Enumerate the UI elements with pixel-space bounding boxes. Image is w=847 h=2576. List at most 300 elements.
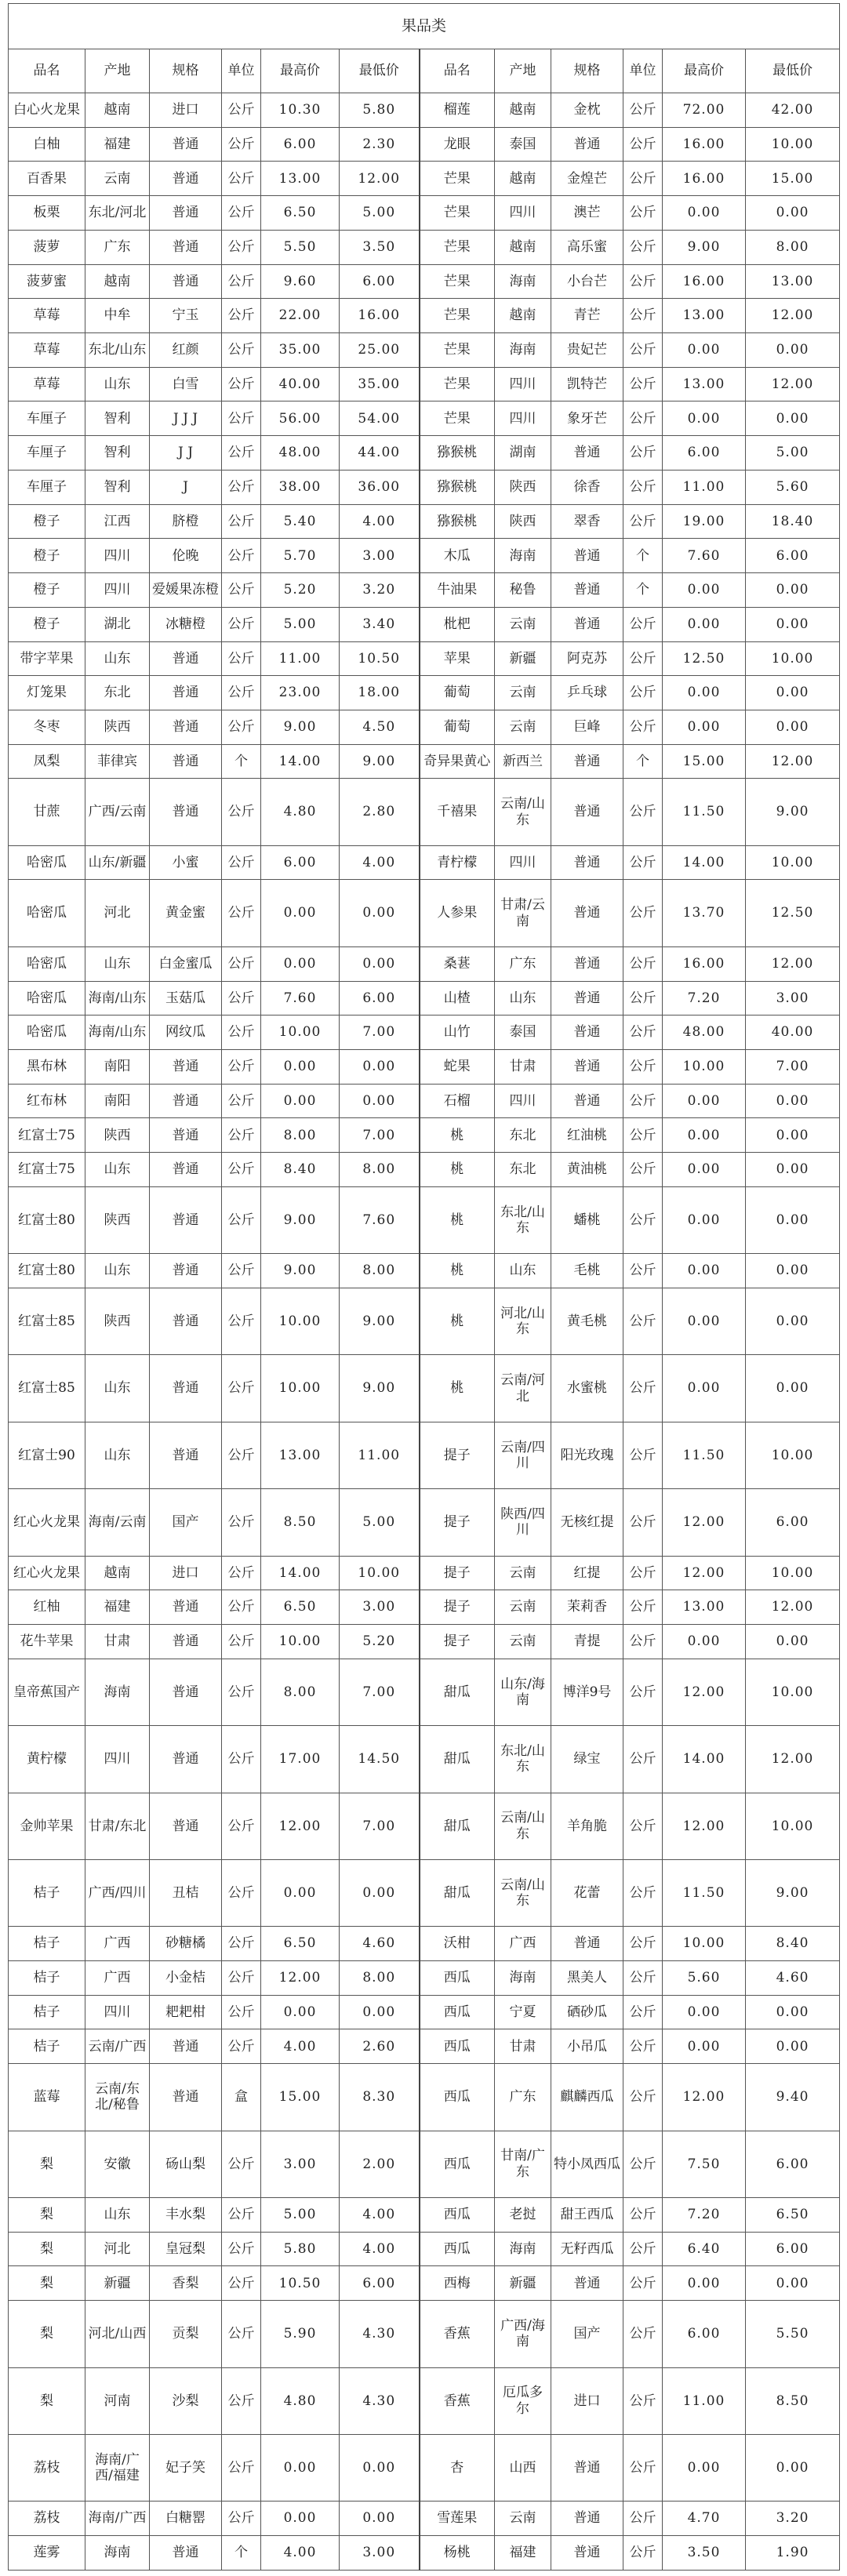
cell-name-2: 西瓜 xyxy=(420,2029,495,2064)
cell-max-price-2: 13.70 xyxy=(663,880,746,946)
cell-unit: 公斤 xyxy=(222,264,261,299)
cell-unit: 公斤 xyxy=(222,1118,261,1153)
cell-unit: 公斤 xyxy=(222,1186,261,1253)
table-row xyxy=(9,367,840,401)
cell-unit-2: 个 xyxy=(623,744,663,779)
cell-max-price: 38.00 xyxy=(261,470,340,504)
price-sheet xyxy=(8,3,839,2571)
cell-spec: J J xyxy=(150,436,222,471)
table-row xyxy=(9,2367,840,2434)
cell-max-price: 0.00 xyxy=(261,1995,340,2029)
cell-name: 红柚 xyxy=(9,1590,85,1625)
cell-origin-2: 山西 xyxy=(495,2434,551,2501)
cell-unit: 公斤 xyxy=(222,1625,261,1659)
cell-origin-2: 广西/海南 xyxy=(495,2301,551,2367)
cell-max-price: 10.30 xyxy=(261,93,340,128)
fruit-price-table xyxy=(8,3,840,2571)
cell-min-price-2: 10.00 xyxy=(746,1659,840,1725)
cell-origin: 智利 xyxy=(85,436,150,471)
cell-max-price: 5.20 xyxy=(261,573,340,608)
cell-origin: 广西 xyxy=(85,1927,150,1961)
cell-name: 黑布林 xyxy=(9,1050,85,1085)
cell-spec: 玉菇瓜 xyxy=(150,981,222,1016)
cell-name-2: 芒果 xyxy=(420,264,495,299)
cell-min-price: 4.30 xyxy=(340,2367,420,2434)
cell-spec: 普通 xyxy=(150,1793,222,1859)
cell-max-price-2: 11.50 xyxy=(663,1859,746,1926)
cell-name-2: 芒果 xyxy=(420,333,495,368)
cell-max-price: 3.00 xyxy=(261,2131,340,2197)
cell-unit: 公斤 xyxy=(222,1254,261,1288)
cell-unit-2: 公斤 xyxy=(623,504,663,539)
cell-spec-2: 巨峰 xyxy=(551,710,623,744)
cell-spec-2: 青提 xyxy=(551,1625,623,1659)
table-row xyxy=(9,1355,840,1422)
cell-max-price-2: 7.20 xyxy=(663,981,746,1016)
cell-min-price: 54.00 xyxy=(340,401,420,436)
cell-min-price: 3.20 xyxy=(340,573,420,608)
cell-max-price: 9.00 xyxy=(261,1254,340,1288)
cell-min-price-2: 10.00 xyxy=(746,1422,840,1488)
cell-origin: 陕西 xyxy=(85,1118,150,1153)
cell-origin-2: 陕西 xyxy=(495,470,551,504)
cell-min-price: 6.00 xyxy=(340,264,420,299)
cell-spec: 爱媛果冻橙 xyxy=(150,573,222,608)
cell-name: 蓝莓 xyxy=(9,2064,85,2131)
cell-origin: 海南/广西 xyxy=(85,2502,150,2536)
table-row xyxy=(9,1556,840,1590)
cell-origin-2: 越南 xyxy=(495,230,551,264)
table-row xyxy=(9,946,840,981)
cell-origin-2: 云南/河北 xyxy=(495,1355,551,1422)
header-row xyxy=(9,49,840,93)
cell-spec: J xyxy=(150,470,222,504)
cell-origin: 海南/山东 xyxy=(85,1016,150,1050)
cell-min-price-2: 0.00 xyxy=(746,196,840,231)
cell-origin: 山东 xyxy=(85,367,150,401)
cell-max-price-2: 9.00 xyxy=(663,230,746,264)
cell-min-price-2: 15.00 xyxy=(746,162,840,196)
cell-spec-2: 普通 xyxy=(551,744,623,779)
cell-unit-2: 公斤 xyxy=(623,1961,663,1996)
cell-min-price: 0.00 xyxy=(340,1995,420,2029)
cell-max-price-2: 13.00 xyxy=(663,367,746,401)
table-row xyxy=(9,1590,840,1625)
cell-origin: 广西 xyxy=(85,1961,150,1996)
cell-unit-2: 公斤 xyxy=(623,401,663,436)
cell-min-price: 3.00 xyxy=(340,1590,420,1625)
table-row xyxy=(9,2434,840,2501)
cell-spec-2: 国产 xyxy=(551,2301,623,2367)
cell-unit-2: 公斤 xyxy=(623,607,663,641)
cell-name: 车厘子 xyxy=(9,436,85,471)
cell-max-price: 9.00 xyxy=(261,710,340,744)
cell-origin: 越南 xyxy=(85,264,150,299)
table-row xyxy=(9,1186,840,1253)
cell-unit-2: 公斤 xyxy=(623,162,663,196)
cell-max-price: 11.00 xyxy=(261,641,340,676)
cell-spec: 砂糖橘 xyxy=(150,1927,222,1961)
cell-min-price-2: 13.00 xyxy=(746,264,840,299)
cell-unit: 公斤 xyxy=(222,1084,261,1118)
cell-name: 红布林 xyxy=(9,1084,85,1118)
cell-spec: 妃子笑 xyxy=(150,2434,222,2501)
cell-origin-2: 新疆 xyxy=(495,2266,551,2301)
cell-min-price: 2.60 xyxy=(340,2029,420,2064)
cell-name-2: 甜瓜 xyxy=(420,1793,495,1859)
cell-origin-2: 泰国 xyxy=(495,1016,551,1050)
cell-name-2: 提子 xyxy=(420,1489,495,1556)
cell-max-price: 9.60 xyxy=(261,264,340,299)
cell-unit: 公斤 xyxy=(222,2434,261,2501)
cell-unit-2: 公斤 xyxy=(623,470,663,504)
cell-spec: 进口 xyxy=(150,93,222,128)
cell-name: 红富士80 xyxy=(9,1186,85,1253)
cell-spec-2: 无核红提 xyxy=(551,1489,623,1556)
cell-unit-2: 公斤 xyxy=(623,1016,663,1050)
cell-unit: 公斤 xyxy=(222,1659,261,1725)
cell-name-2: 西瓜 xyxy=(420,2131,495,2197)
cell-min-price: 4.00 xyxy=(340,845,420,880)
cell-spec: 白糖罂 xyxy=(150,2502,222,2536)
cell-name: 哈密瓜 xyxy=(9,981,85,1016)
table-row xyxy=(9,93,840,128)
cell-name: 红心火龙果 xyxy=(9,1489,85,1556)
cell-name: 梨 xyxy=(9,2232,85,2266)
cell-unit: 公斤 xyxy=(222,1793,261,1859)
cell-origin: 山东 xyxy=(85,1254,150,1288)
cell-min-price: 0.00 xyxy=(340,2502,420,2536)
cell-min-price-2: 5.50 xyxy=(746,2301,840,2367)
cell-spec-2: 阳光玫瑰 xyxy=(551,1422,623,1488)
cell-spec-2: 水蜜桃 xyxy=(551,1355,623,1422)
cell-min-price-2: 18.40 xyxy=(746,504,840,539)
cell-spec-2: 进口 xyxy=(551,2367,623,2434)
cell-unit: 公斤 xyxy=(222,1927,261,1961)
cell-min-price: 2.80 xyxy=(340,779,420,845)
cell-max-price: 6.50 xyxy=(261,196,340,231)
cell-min-price: 5.00 xyxy=(340,196,420,231)
cell-unit-2: 公斤 xyxy=(623,367,663,401)
col-header-min-price: 最低价 xyxy=(340,49,420,93)
cell-min-price-2: 0.00 xyxy=(746,2029,840,2064)
cell-unit: 公斤 xyxy=(222,573,261,608)
cell-min-price-2: 5.00 xyxy=(746,436,840,471)
cell-origin-2: 云南/山东 xyxy=(495,1859,551,1926)
cell-name: 梨 xyxy=(9,2266,85,2301)
cell-min-price: 6.00 xyxy=(340,2266,420,2301)
table-row xyxy=(9,607,840,641)
cell-min-price-2: 0.00 xyxy=(746,1084,840,1118)
cell-max-price-2: 12.00 xyxy=(663,1659,746,1725)
cell-min-price: 9.00 xyxy=(340,1288,420,1355)
cell-origin: 福建 xyxy=(85,1590,150,1625)
cell-origin-2: 甘肃 xyxy=(495,2029,551,2064)
cell-unit-2: 公斤 xyxy=(623,2232,663,2266)
table-row xyxy=(9,401,840,436)
cell-name: 草莓 xyxy=(9,333,85,368)
cell-name-2: 西瓜 xyxy=(420,2064,495,2131)
cell-name-2: 龙眼 xyxy=(420,127,495,162)
cell-origin-2: 四川 xyxy=(495,401,551,436)
cell-name-2: 甜瓜 xyxy=(420,1859,495,1926)
table-row xyxy=(9,264,840,299)
cell-name-2: 桃 xyxy=(420,1288,495,1355)
table-row xyxy=(9,333,840,368)
cell-spec: 普通 xyxy=(150,1590,222,1625)
cell-min-price: 3.50 xyxy=(340,230,420,264)
cell-unit-2: 公斤 xyxy=(623,1489,663,1556)
cell-max-price: 0.00 xyxy=(261,1859,340,1926)
cell-max-price-2: 0.00 xyxy=(663,2266,746,2301)
cell-spec: 普通 xyxy=(150,676,222,710)
cell-max-price: 8.50 xyxy=(261,1489,340,1556)
cell-name: 红富士75 xyxy=(9,1153,85,1187)
cell-unit-2: 公斤 xyxy=(623,264,663,299)
cell-name: 带字苹果 xyxy=(9,641,85,676)
cell-spec-2: 乒乓球 xyxy=(551,676,623,710)
cell-unit: 公斤 xyxy=(222,2029,261,2064)
cell-min-price-2: 0.00 xyxy=(746,1995,840,2029)
cell-origin-2: 东北 xyxy=(495,1153,551,1187)
cell-min-price-2: 0.00 xyxy=(746,1625,840,1659)
table-title: 果品类 xyxy=(9,4,840,49)
cell-spec-2: 小吊瓜 xyxy=(551,2029,623,2064)
cell-spec: 普通 xyxy=(150,1254,222,1288)
cell-max-price: 6.50 xyxy=(261,1927,340,1961)
cell-origin: 云南 xyxy=(85,162,150,196)
cell-unit: 公斤 xyxy=(222,1859,261,1926)
cell-max-price: 5.40 xyxy=(261,504,340,539)
cell-unit-2: 公斤 xyxy=(623,1625,663,1659)
table-row xyxy=(9,880,840,946)
cell-origin: 河北/山西 xyxy=(85,2301,150,2367)
cell-origin: 广西/四川 xyxy=(85,1859,150,1926)
cell-min-price-2: 0.00 xyxy=(746,401,840,436)
cell-origin: 四川 xyxy=(85,573,150,608)
cell-spec: 普通 xyxy=(150,230,222,264)
cell-min-price: 3.40 xyxy=(340,607,420,641)
cell-max-price-2: 0.00 xyxy=(663,710,746,744)
cell-min-price-2: 0.00 xyxy=(746,2434,840,2501)
cell-max-price: 10.00 xyxy=(261,1625,340,1659)
cell-origin-2: 海南 xyxy=(495,2232,551,2266)
cell-min-price-2: 12.00 xyxy=(746,1726,840,1793)
cell-origin: 河北 xyxy=(85,880,150,946)
cell-name: 红富士85 xyxy=(9,1288,85,1355)
cell-origin: 南阳 xyxy=(85,1050,150,1085)
cell-name-2: 西瓜 xyxy=(420,1961,495,1996)
cell-origin-2: 海南 xyxy=(495,333,551,368)
cell-spec-2: 蟠桃 xyxy=(551,1186,623,1253)
cell-name: 橙子 xyxy=(9,607,85,641)
cell-spec-2: 普通 xyxy=(551,1927,623,1961)
cell-min-price-2: 6.00 xyxy=(746,539,840,573)
cell-spec: 普通 xyxy=(150,1355,222,1422)
cell-min-price-2: 9.00 xyxy=(746,779,840,845)
cell-min-price: 0.00 xyxy=(340,880,420,946)
cell-spec: 普通 xyxy=(150,1659,222,1725)
cell-origin: 陕西 xyxy=(85,1186,150,1253)
cell-max-price: 8.00 xyxy=(261,1659,340,1725)
cell-max-price-2: 11.00 xyxy=(663,470,746,504)
cell-unit-2: 公斤 xyxy=(623,2266,663,2301)
cell-name: 桔子 xyxy=(9,2029,85,2064)
cell-min-price-2: 6.00 xyxy=(746,1489,840,1556)
cell-max-price-2: 0.00 xyxy=(663,1084,746,1118)
cell-unit-2: 公斤 xyxy=(623,333,663,368)
cell-max-price-2: 6.40 xyxy=(663,2232,746,2266)
cell-max-price: 5.90 xyxy=(261,2301,340,2367)
cell-spec: 普通 xyxy=(150,1153,222,1187)
cell-origin-2: 海南 xyxy=(495,1961,551,1996)
cell-max-price: 0.00 xyxy=(261,2502,340,2536)
table-row xyxy=(9,539,840,573)
cell-min-price-2: 0.00 xyxy=(746,1355,840,1422)
cell-name-2: 奇异果黄心 xyxy=(420,744,495,779)
cell-unit-2: 公斤 xyxy=(623,2131,663,2197)
cell-origin-2: 东北 xyxy=(495,1118,551,1153)
table-row xyxy=(9,2131,840,2197)
cell-min-price: 4.30 xyxy=(340,2301,420,2367)
cell-origin: 东北/河北 xyxy=(85,196,150,231)
cell-spec: 普通 xyxy=(150,1050,222,1085)
table-row xyxy=(9,1153,840,1187)
cell-origin-2: 东北/山东 xyxy=(495,1186,551,1253)
cell-name-2: 桃 xyxy=(420,1254,495,1288)
cell-origin: 山东 xyxy=(85,2197,150,2232)
cell-max-price: 5.70 xyxy=(261,539,340,573)
cell-spec-2: 普通 xyxy=(551,2266,623,2301)
cell-name: 红富士90 xyxy=(9,1422,85,1488)
table-row xyxy=(9,1084,840,1118)
cell-min-price: 3.00 xyxy=(340,2536,420,2571)
cell-max-price: 6.00 xyxy=(261,845,340,880)
cell-name: 菠萝蜜 xyxy=(9,264,85,299)
table-row xyxy=(9,1254,840,1288)
cell-max-price: 17.00 xyxy=(261,1726,340,1793)
cell-max-price-2: 12.00 xyxy=(663,1556,746,1590)
cell-unit-2: 公斤 xyxy=(623,2536,663,2571)
cell-spec-2: 羊角脆 xyxy=(551,1793,623,1859)
cell-origin-2: 海南 xyxy=(495,539,551,573)
cell-unit: 公斤 xyxy=(222,676,261,710)
table-row xyxy=(9,1118,840,1153)
table-row xyxy=(9,2197,840,2232)
cell-max-price-2: 7.60 xyxy=(663,539,746,573)
cell-spec-2: 花蕾 xyxy=(551,1859,623,1926)
cell-unit: 公斤 xyxy=(222,607,261,641)
cell-spec-2: 普通 xyxy=(551,880,623,946)
cell-name-2: 石榴 xyxy=(420,1084,495,1118)
cell-unit-2: 公斤 xyxy=(623,1153,663,1187)
cell-name-2: 猕猴桃 xyxy=(420,436,495,471)
table-row xyxy=(9,2029,840,2064)
cell-name: 桔子 xyxy=(9,1995,85,2029)
cell-unit-2: 公斤 xyxy=(623,1118,663,1153)
cell-spec-2: 普通 xyxy=(551,845,623,880)
col-header-origin: 产地 xyxy=(85,49,150,93)
cell-unit: 公斤 xyxy=(222,1422,261,1488)
cell-name-2: 牛油果 xyxy=(420,573,495,608)
cell-name: 金帅苹果 xyxy=(9,1793,85,1859)
cell-max-price: 13.00 xyxy=(261,162,340,196)
cell-origin-2: 越南 xyxy=(495,93,551,128)
cell-unit: 公斤 xyxy=(222,2367,261,2434)
cell-unit: 盒 xyxy=(222,2064,261,2131)
cell-max-price: 10.00 xyxy=(261,1016,340,1050)
cell-origin: 山东 xyxy=(85,641,150,676)
cell-name: 百香果 xyxy=(9,162,85,196)
cell-min-price-2: 8.50 xyxy=(746,2367,840,2434)
cell-spec-2: 硒砂瓜 xyxy=(551,1995,623,2029)
cell-max-price: 5.00 xyxy=(261,607,340,641)
cell-spec-2: 特小凤西瓜 xyxy=(551,2131,623,2197)
cell-spec: 普通 xyxy=(150,2029,222,2064)
cell-unit-2: 公斤 xyxy=(623,1726,663,1793)
col-header-min-price-2: 最低价 xyxy=(746,49,840,93)
cell-max-price-2: 0.00 xyxy=(663,607,746,641)
cell-unit: 公斤 xyxy=(222,710,261,744)
cell-name: 菠萝 xyxy=(9,230,85,264)
cell-spec-2: 无籽西瓜 xyxy=(551,2232,623,2266)
cell-min-price: 8.00 xyxy=(340,1254,420,1288)
cell-max-price: 5.50 xyxy=(261,230,340,264)
cell-max-price-2: 0.00 xyxy=(663,196,746,231)
cell-min-price-2: 0.00 xyxy=(746,333,840,368)
cell-unit-2: 公斤 xyxy=(623,196,663,231)
cell-min-price: 25.00 xyxy=(340,333,420,368)
cell-origin: 福建 xyxy=(85,127,150,162)
cell-spec-2: 金枕 xyxy=(551,93,623,128)
table-row xyxy=(9,1422,840,1488)
cell-spec: 贡梨 xyxy=(150,2301,222,2367)
cell-max-price-2: 19.00 xyxy=(663,504,746,539)
table-row xyxy=(9,2232,840,2266)
cell-max-price-2: 0.00 xyxy=(663,1254,746,1288)
cell-spec: 普通 xyxy=(150,779,222,845)
cell-name: 哈密瓜 xyxy=(9,845,85,880)
cell-max-price: 6.50 xyxy=(261,1590,340,1625)
cell-spec: 普通 xyxy=(150,2536,222,2571)
cell-origin: 陕西 xyxy=(85,710,150,744)
cell-unit-2: 公斤 xyxy=(623,1859,663,1926)
cell-name: 花牛苹果 xyxy=(9,1625,85,1659)
cell-spec: 普通 xyxy=(150,710,222,744)
cell-unit: 公斤 xyxy=(222,2502,261,2536)
col-header-name: 品名 xyxy=(9,49,85,93)
cell-name: 橙子 xyxy=(9,539,85,573)
cell-max-price: 0.00 xyxy=(261,880,340,946)
cell-unit: 公斤 xyxy=(222,230,261,264)
cell-spec: 进口 xyxy=(150,1556,222,1590)
col-header-spec: 规格 xyxy=(150,49,222,93)
cell-min-price: 16.00 xyxy=(340,299,420,333)
cell-max-price: 40.00 xyxy=(261,367,340,401)
cell-unit: 公斤 xyxy=(222,93,261,128)
cell-max-price: 6.00 xyxy=(261,127,340,162)
cell-name: 红富士75 xyxy=(9,1118,85,1153)
cell-min-price-2: 4.60 xyxy=(746,1961,840,1996)
cell-min-price-2: 6.00 xyxy=(746,2131,840,2197)
cell-spec-2: 博洋9号 xyxy=(551,1659,623,1725)
cell-name-2: 芒果 xyxy=(420,401,495,436)
cell-min-price: 18.00 xyxy=(340,676,420,710)
cell-origin: 四川 xyxy=(85,1726,150,1793)
cell-min-price-2: 3.20 xyxy=(746,2502,840,2536)
cell-unit: 公斤 xyxy=(222,1590,261,1625)
cell-origin-2: 四川 xyxy=(495,845,551,880)
